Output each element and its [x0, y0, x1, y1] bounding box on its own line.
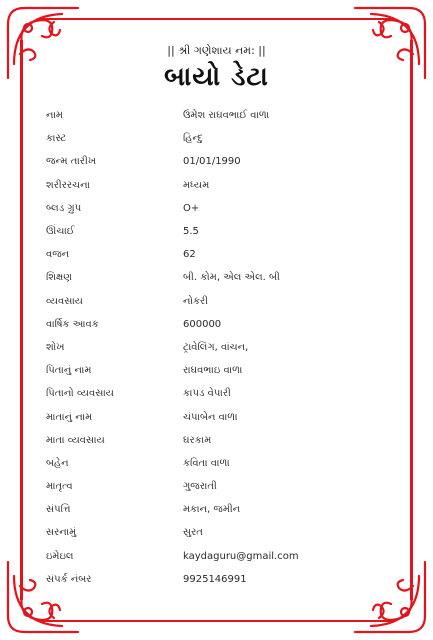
detail-row-father-name: [46, 359, 386, 382]
detail-row-property: [46, 498, 386, 521]
detail-value: 600000: [183, 318, 222, 330]
detail-value: નોકરી: [183, 295, 209, 307]
detail-row-mother-name: [46, 405, 386, 428]
detail-row-hobbies: [46, 336, 386, 359]
detail-value: 01/01/1990: [183, 156, 241, 168]
detail-label: સંપર્ક નંબર: [46, 573, 92, 585]
detail-value: ઉમેશ રાઘવભાઈ વાળા: [183, 110, 270, 122]
detail-label: જન્મ તારીખ: [46, 156, 97, 168]
detail-label: પિતાનું નામ: [46, 365, 92, 377]
detail-row-education: [46, 266, 386, 289]
detail-row-email: [46, 545, 386, 568]
detail-value: ટ્રાવેલિંગ, વાંચન,: [183, 341, 249, 353]
detail-row-height: [46, 220, 386, 243]
detail-value: ગુજરાતી: [183, 481, 217, 493]
invocation-line: || શ્રી ગણેશાય નમ: ||: [167, 44, 266, 57]
detail-label: પિતાનો વ્યવસાય: [46, 388, 114, 400]
detail-value: kaydaguru@gmail.com: [183, 550, 299, 562]
left-border: [20, 40, 23, 600]
detail-row-physique: [46, 174, 386, 197]
detail-value: મકાન, જમીન: [183, 504, 241, 516]
detail-label: સંપત્તિ: [46, 504, 71, 516]
detail-row-mother-occupation: [46, 429, 386, 452]
detail-row-father-occupation: [46, 382, 386, 405]
top-border: [40, 18, 393, 20]
detail-row-contact-number: [46, 568, 386, 591]
detail-row-birth-date: [46, 150, 386, 173]
detail-label: નામ: [46, 110, 63, 122]
detail-row-blood-group: [46, 197, 386, 220]
detail-label: માતાનું નામ: [46, 411, 93, 423]
detail-value: 9925146991: [183, 573, 247, 585]
details-list: [46, 104, 386, 591]
detail-label: વ્યવસાય: [46, 295, 83, 307]
detail-row-sister: [46, 452, 386, 475]
detail-label: વાર્ષિક આવક: [46, 318, 99, 330]
detail-label: વજન: [46, 249, 70, 261]
detail-value: O+: [183, 202, 200, 214]
detail-label: માતૃત્વ: [46, 481, 73, 493]
detail-value: કવિતા વાળા: [183, 457, 230, 469]
detail-value: બી. કોમ, એલ એલ. બી: [183, 272, 280, 284]
detail-row-weight: [46, 243, 386, 266]
detail-label: શિક્ષણ: [46, 272, 72, 284]
detail-label: બ્લડ ગ્રુપ: [46, 202, 82, 214]
detail-label: માતા વ્યવસાય: [46, 434, 105, 446]
detail-row-occupation: [46, 290, 386, 313]
detail-value: હિન્દુ: [183, 133, 203, 145]
detail-label: સરનામું: [46, 527, 77, 539]
detail-row-mother-tongue: [46, 475, 386, 498]
detail-value: 5.5: [183, 226, 199, 238]
detail-label: શરીરરચના: [46, 179, 90, 191]
detail-label: બહેન: [46, 457, 69, 469]
detail-row-address: [46, 521, 386, 544]
detail-value: ઘરકામ: [183, 434, 212, 446]
detail-row-caste: [46, 127, 386, 150]
bottom-border: [40, 620, 393, 622]
detail-value: ચંપાબેન વાળા: [183, 411, 238, 423]
detail-row-annual-income: [46, 313, 386, 336]
detail-row-name: [46, 104, 386, 127]
detail-label: ઊંચાઈ: [46, 226, 75, 238]
detail-label: કાસ્ટ: [46, 133, 67, 145]
page-title: બાયો ડેટા: [164, 62, 269, 92]
detail-value: કાપડ વેપારી: [183, 388, 231, 400]
detail-value: મધ્યમ: [183, 179, 210, 191]
detail-value: સુરત: [183, 527, 203, 539]
detail-value: 62: [183, 249, 196, 261]
detail-value: રાઘવભાઇ વાળા: [183, 365, 243, 377]
detail-label: શોખ: [46, 341, 65, 353]
detail-label: ઇમેઇલ: [46, 550, 74, 562]
right-border: [410, 40, 413, 600]
